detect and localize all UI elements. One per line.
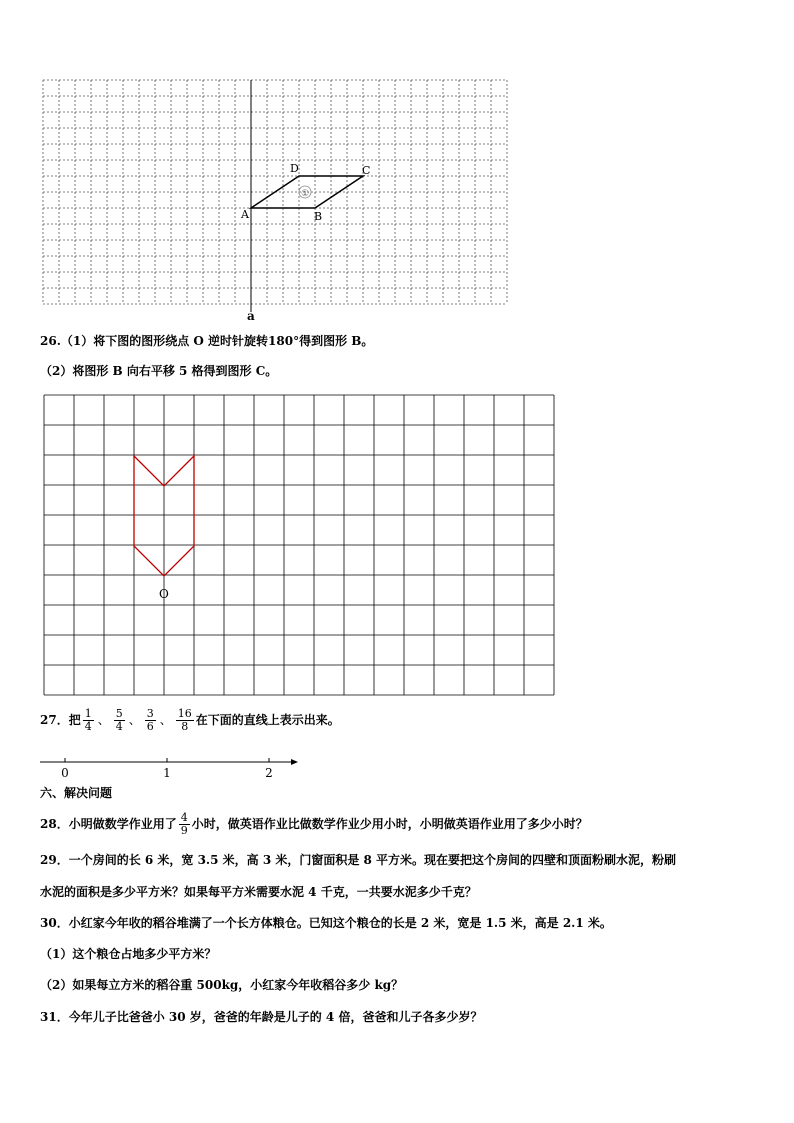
point-c-label: C	[362, 164, 371, 177]
fraction-1-4: $\frac{1}{4}$	[84, 707, 92, 733]
tick-label-2: 2	[265, 766, 273, 780]
question-28: 28．小明做数学作业用了 $\frac{4}{9}$ 小时，做英语作业比做数学作业少用小时，小明做英语作业用了多少小时？	[40, 811, 588, 837]
point-o-label: O	[159, 587, 169, 601]
fraction-5-4: $\frac{5}{4}$	[115, 707, 123, 733]
axis-a-label: a	[247, 309, 255, 323]
parallelogram-grid-figure	[0, 0, 794, 330]
question-27: 27．把 $\frac{1}{4}$ 、 $\frac{5}{4}$ 、 $\frac{3}{6}$ 、 $\frac{16}{8}$ 在下面的直线上表示出来。	[40, 707, 340, 733]
question-26-part2: （2）将图形 B 向右平移 5 格得到图形 C。	[40, 364, 278, 378]
point-a-label: A	[241, 208, 249, 221]
question-30-line1: 30．小红家今年收的稻谷堆满了一个长方体粮仓。已知这个粮仓的长是 2 米，宽是 1.5 米，高是 2.1 米。	[40, 916, 612, 930]
fraction-16-8: $\frac{16}{8}$	[177, 707, 192, 733]
tick-label-1: 1	[163, 766, 171, 780]
question-31: 31．今年儿子比爸爸小 30 岁，爸爸的年龄是儿子的 4 倍，爸爸和儿子各多少岁？	[40, 1010, 483, 1024]
point-d-label: D	[290, 162, 299, 175]
tick-label-0: 0	[61, 766, 69, 780]
question-30-part2: （2）如果每立方米的稻谷重 500kg，小红家今年收稻谷多少 kg？	[40, 978, 404, 992]
point-b-label: B	[314, 210, 323, 223]
number-line	[0, 750, 794, 782]
q27-suffix: 在下面的直线上表示出来。	[195, 713, 340, 727]
fraction-4-9: $\frac{4}{9}$	[180, 811, 188, 837]
rotation-grid-figure	[0, 390, 794, 702]
q27-prefix: 27．把	[40, 713, 81, 727]
question-30-part1: （1）这个粮仓占地多少平方米？	[40, 947, 217, 961]
section-6-heading: 六、解决问题	[40, 786, 113, 800]
question-29-line1: 29．一个房间的长 6 米，宽 3.5 米，高 3 米，门窗面积是 8 平方米。现在要把这个房间的四壁和顶面粉刷水泥，粉刷	[40, 853, 677, 867]
fraction-3-6: $\frac{3}{6}$	[146, 707, 154, 733]
shape-one-label: ①	[300, 189, 310, 199]
question-29-line2: 水泥的面积是多少平方米？如果每平方米需要水泥 4 千克，一共要水泥多少千克？	[40, 885, 477, 899]
question-26-part1: 26.（1）将下图的图形绕点 O 逆时针旋转180°得到图形 B。	[40, 334, 374, 348]
